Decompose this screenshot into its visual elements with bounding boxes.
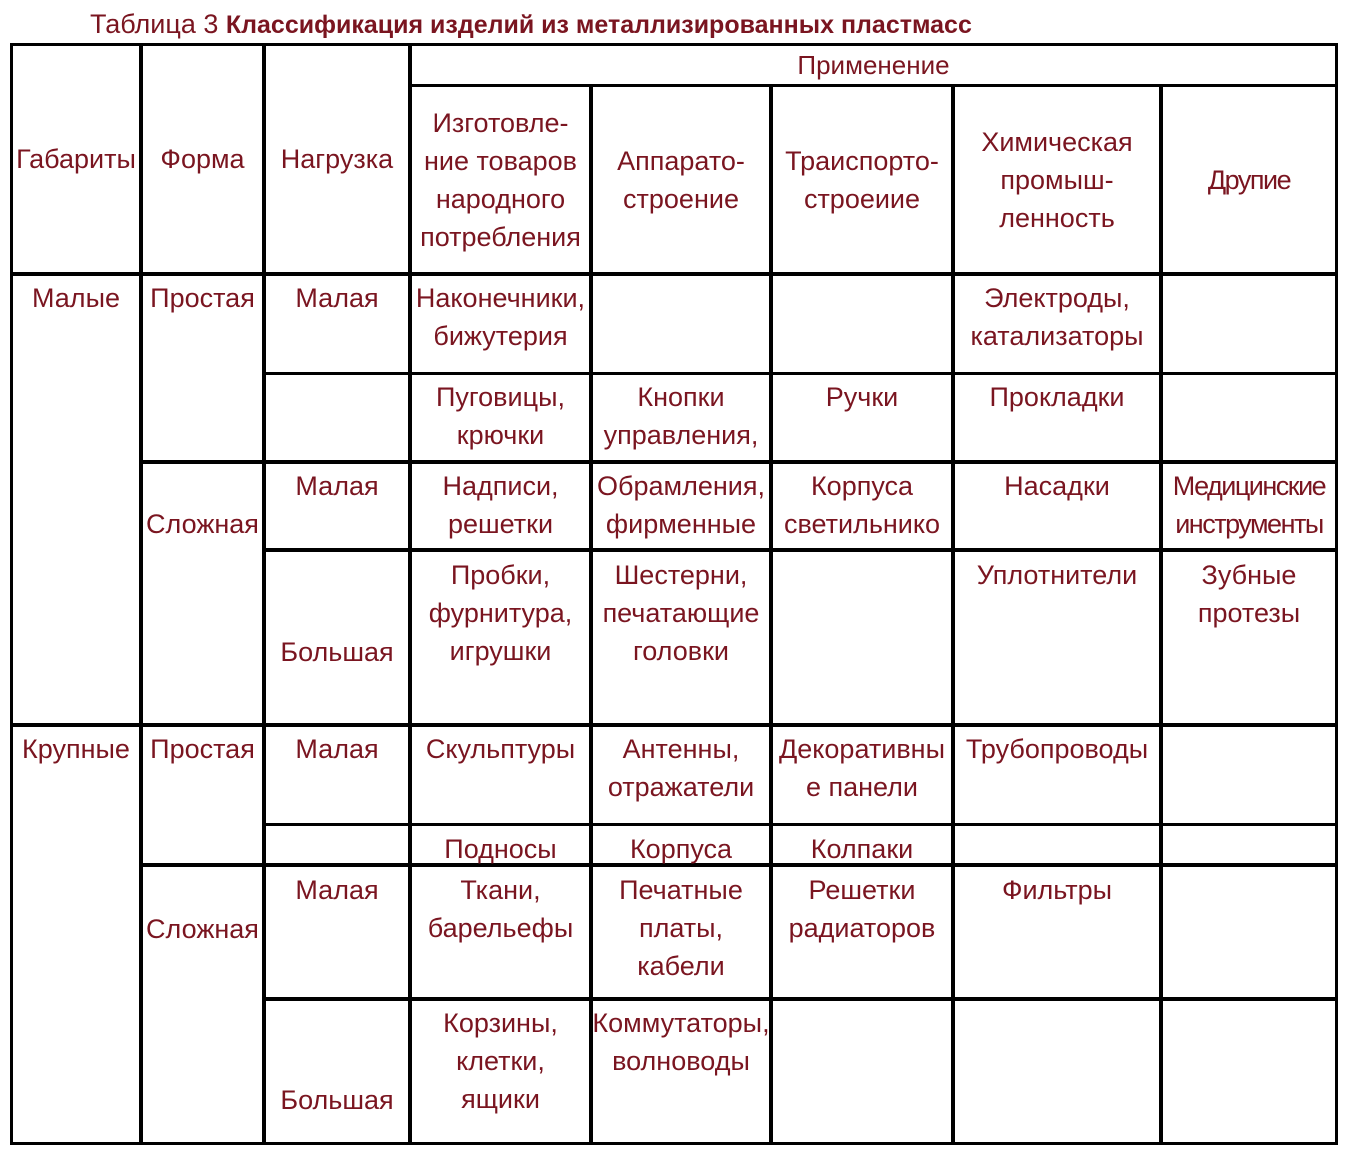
table-cell: [955, 830, 1159, 864]
table-cell: [1163, 279, 1335, 369]
row-size-large: Крупные: [22, 734, 130, 764]
table-cell: Коммутаторы, волноводы: [592, 1008, 770, 1076]
table-cell: Корпуса: [629, 834, 733, 864]
table-cell: Электроды, катализаторы: [970, 283, 1144, 351]
table-border-right: [1335, 43, 1338, 1145]
table-cell: Шестерни, печатающие головки: [602, 560, 760, 666]
grid-line: [10, 272, 1338, 276]
table-cell: [773, 556, 951, 722]
grid-line: [10, 723, 1338, 727]
header-shape: Форма: [160, 144, 245, 174]
table-cell: Решетки радиаторов: [788, 875, 936, 943]
row-shape-simple: Простая: [150, 283, 255, 313]
table-cell: Колпаки: [810, 834, 914, 864]
table-cell: Корпуса светильнико: [783, 471, 941, 539]
grid-line: [262, 548, 1338, 552]
table-cell: Подносы: [444, 834, 557, 864]
row-load: Большая: [280, 637, 394, 667]
table-cell: [773, 279, 951, 369]
row-load: Малая: [295, 875, 379, 905]
row-load: Малая: [295, 283, 379, 313]
header-transport: Траиспорто- строеиие: [785, 145, 939, 214]
row-load: Малая: [295, 734, 379, 764]
table-cell: Пуговицы, крючки: [436, 382, 565, 450]
row-load: Большая: [280, 1085, 394, 1115]
grid-line: [262, 997, 1338, 1001]
table-cell: [1163, 1004, 1335, 1142]
row-size-small: Малые: [32, 283, 120, 313]
table-cell: Ткани, барельефы: [427, 875, 574, 943]
table-cell: [1163, 871, 1335, 997]
row-load: [266, 378, 408, 460]
row-shape-simple: Простая: [150, 734, 255, 764]
table-cell: [1163, 378, 1335, 460]
table-cell: Зубные протезы: [1197, 560, 1301, 628]
header-application: Применение: [797, 50, 950, 80]
row-load: Малая: [295, 471, 379, 501]
table-cell: Антенны, отражатели: [607, 734, 755, 802]
caption-title: Классификация изделий из металлизированных пластмасс: [225, 11, 972, 39]
table-cell: Декоративны е панели: [779, 734, 945, 802]
table-cell: Медицинские инструменты: [1172, 471, 1326, 539]
table-cell: Обрамления, фирменные: [597, 471, 765, 539]
header-chemical: Химическая промыш- ленность: [981, 126, 1133, 233]
header-other: Друпие: [1207, 164, 1291, 195]
table-cell: Скульптуры: [425, 734, 576, 764]
table-cell: [773, 1004, 951, 1142]
table-cell: Наконечники, бижутерия: [415, 283, 586, 351]
header-size: Габариты: [16, 144, 136, 174]
table-cell: Трубопроводы: [965, 734, 1149, 764]
table-cell: Кнопки управления,: [603, 382, 759, 450]
row-shape-complex: Сложная: [146, 914, 259, 944]
table-cell: Фильтры: [1001, 875, 1113, 905]
table-cell: [955, 1004, 1159, 1142]
table-cell: [1163, 830, 1335, 864]
table-cell: Корзины, клетки, ящики: [443, 1008, 558, 1114]
header-load: Нагрузка: [280, 144, 394, 174]
row-shape-complex: Сложная: [146, 509, 259, 539]
table-cell: Печатные платы, кабели: [619, 875, 743, 981]
table-border-bottom: [10, 1142, 1338, 1145]
table-cell: Уплотнители: [976, 560, 1138, 590]
table-cell: Насадки: [1004, 471, 1110, 501]
table-cell: [1163, 730, 1335, 820]
table-cell: [593, 279, 769, 369]
table-cell: Ручки: [825, 382, 899, 412]
table-cell: Надписи, решетки: [442, 471, 559, 539]
header-apparatus: Аппарато- строение: [617, 145, 745, 214]
grid-line: [262, 372, 1338, 375]
table-cell: Прокладки: [989, 382, 1125, 412]
grid-line: [262, 823, 1338, 826]
grid-line: [139, 460, 1338, 464]
table-cell: Пробки, фурнитура, игрушки: [428, 560, 573, 666]
caption-prefix: Таблица 3: [90, 9, 226, 39]
header-consumer-goods: Изготовле- ние товаров народного потребления: [420, 107, 581, 252]
